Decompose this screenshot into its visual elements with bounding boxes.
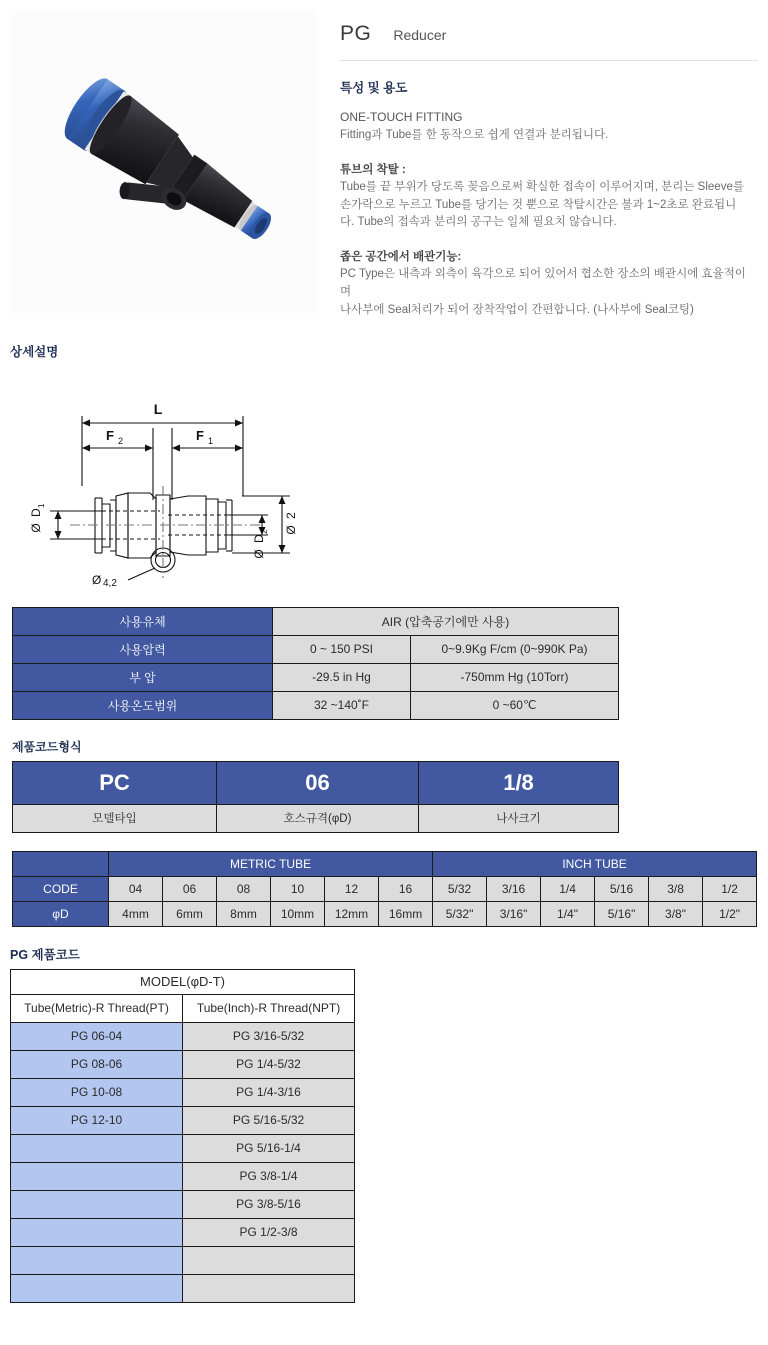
dim-label-phi-D2: Ø: [252, 549, 266, 559]
dim-label-D1: D: [29, 508, 43, 517]
product-overview-section: [0, 0, 768, 320]
pg-inch-code: PG 1/4-5/32: [183, 1050, 355, 1078]
pg-metric-code: [11, 1274, 183, 1302]
tube-cell: 06: [163, 876, 217, 901]
feature-line: PC Type은 내측과 외측이 육각으로 되어 있어서 협소한 장소의 배관시에 효율적이: [340, 268, 746, 281]
pg-metric-code: [11, 1190, 183, 1218]
product-subtitle: Reducer: [393, 27, 447, 43]
table-row: [13, 761, 619, 804]
table-row: [11, 1274, 355, 1302]
spec-row-value-1: 0 ~ 150 PSI: [273, 635, 411, 663]
tube-cell: 12: [325, 876, 379, 901]
pg-inch-code: [183, 1274, 355, 1302]
table-row: [13, 635, 619, 663]
pg-inch-code: PG 5/16-1/4: [183, 1134, 355, 1162]
code-format-heading: 제품코드형식: [12, 739, 82, 754]
dim-label-F1-sub: 1: [208, 435, 214, 446]
feature-block-2: [340, 248, 758, 319]
spec-row-value-2: -750mm Hg (10Torr): [411, 663, 619, 691]
spec-row-value-2: 0 ~60℃: [411, 691, 619, 719]
dim-label-L: L: [153, 400, 163, 417]
dim-label-D2-sub: 2: [260, 529, 269, 534]
pg-inch-code: PG 3/16-5/32: [183, 1022, 355, 1050]
code-label-thread: 나사크기: [419, 804, 619, 832]
pg-metric-code: PG 08-06: [11, 1050, 183, 1078]
table-row: [11, 1106, 355, 1134]
product-photo: [10, 10, 317, 313]
pg-metric-code: [11, 1218, 183, 1246]
product-photo-illustration: [10, 10, 317, 313]
tube-cell: 1/2": [703, 901, 757, 926]
spec-row-label: 부 압: [13, 663, 273, 691]
tube-group-inch: INCH TUBE: [433, 851, 757, 876]
table-row: [13, 663, 619, 691]
dim-label-phi-hole: Ø: [92, 572, 102, 587]
pg-col-header-metric: Tube(Metric)-R Thread(PT): [11, 994, 183, 1022]
code-label-hose: 호스규격(φD): [217, 804, 419, 832]
tube-cell: 04: [109, 876, 163, 901]
table-row: [11, 1190, 355, 1218]
spec-row-label: 사용유체: [13, 607, 273, 635]
dim-label-D2: D: [252, 534, 266, 543]
pg-inch-code: PG 3/8-5/16: [183, 1190, 355, 1218]
spec-row-label: 사용압력: [13, 635, 273, 663]
table-row: [13, 691, 619, 719]
feature-block-1: [340, 161, 758, 232]
code-segment-thread: 1/8: [419, 761, 619, 804]
pg-inch-code: [183, 1246, 355, 1274]
table-row: [11, 1022, 355, 1050]
table-row: [13, 876, 757, 901]
tube-corner-cell: [13, 851, 109, 876]
spec-row-value: AIR (압축공기에만 사용): [273, 607, 619, 635]
tube-cell: 5/32: [433, 876, 487, 901]
pg-inch-code: PG 5/16-5/32: [183, 1106, 355, 1134]
tube-cell: 5/16: [595, 876, 649, 901]
table-row: [11, 1246, 355, 1274]
table-row: [13, 901, 757, 926]
tube-cell: 1/4: [541, 876, 595, 901]
tube-cell: 3/8: [649, 876, 703, 901]
table-row: [13, 851, 757, 876]
pg-metric-code: [11, 1246, 183, 1274]
tube-cell: 8mm: [217, 901, 271, 926]
tube-cell: 1/4": [541, 901, 595, 926]
specification-table: [12, 607, 619, 720]
code-segment-hose: 06: [217, 761, 419, 804]
feature-title: 튜브의 착탈 :: [340, 163, 406, 176]
product-title-row: [340, 22, 758, 60]
pg-metric-code: PG 06-04: [11, 1022, 183, 1050]
pg-metric-code: PG 10-08: [11, 1078, 183, 1106]
code-format-table: [12, 761, 619, 833]
page-title: PG: [340, 22, 372, 45]
tube-cell: 10mm: [271, 901, 325, 926]
dim-label-F2: F: [106, 427, 114, 443]
table-row: [11, 969, 355, 994]
pg-model-header: MODEL(φD-T): [11, 969, 355, 994]
dim-label-F1: F: [196, 427, 204, 443]
table-row: [11, 1162, 355, 1190]
table-row: [11, 1050, 355, 1078]
feature-line: 나사부에 Seal처리가 되어 장착작업이 간편합니다. (나사부에 Seal코팅): [340, 303, 694, 316]
table-row: [11, 1078, 355, 1106]
tube-cell: 16mm: [379, 901, 433, 926]
tube-cell: 08: [217, 876, 271, 901]
pg-metric-code: [11, 1162, 183, 1190]
feature-title: ONE-TOUCH FITTING: [340, 110, 463, 124]
table-row: [13, 607, 619, 635]
dim-label-hole: 4,2: [103, 577, 117, 588]
pg-metric-code: [11, 1134, 183, 1162]
tube-cell: 3/16": [487, 901, 541, 926]
tube-cell: 6mm: [163, 901, 217, 926]
tube-cell: 3/8": [649, 901, 703, 926]
dim-label-phi-2: Ø: [284, 525, 298, 535]
tube-cell: 12mm: [325, 901, 379, 926]
tube-cell: 5/16": [595, 901, 649, 926]
title-divider: [340, 60, 758, 61]
tube-cell: 4mm: [109, 901, 163, 926]
pg-col-header-inch: Tube(Inch)-R Thread(NPT): [183, 994, 355, 1022]
spec-row-label: 사용온도범위: [13, 691, 273, 719]
code-label-model: 모델타입: [13, 804, 217, 832]
product-info-column: [317, 10, 768, 320]
tube-size-table: [12, 851, 757, 927]
detail-heading: 상세설명: [10, 344, 59, 359]
pg-codes-heading: PG 제품코드: [10, 947, 80, 962]
tube-cell: 16: [379, 876, 433, 901]
technical-drawing: [10, 368, 768, 593]
tube-cell: 3/16: [487, 876, 541, 901]
table-row: [11, 1218, 355, 1246]
spec-row-value-1: 32 ~140˚F: [273, 691, 411, 719]
tube-cell: 10: [271, 876, 325, 901]
tube-cell: 5/32": [433, 901, 487, 926]
feature-title: 좁은 공간에서 배관기능:: [340, 251, 462, 264]
table-row: [13, 804, 619, 832]
dim-label-phi-D1: Ø: [29, 523, 43, 533]
feature-line: 다. Tube의 접속과 분리의 공구는 일체 필요치 않습니다.: [340, 216, 617, 229]
spec-row-value-2: 0~9.9Kg F/cm (0~990K Pa): [411, 635, 619, 663]
table-row: [11, 994, 355, 1022]
pg-code-table: [10, 969, 355, 1303]
feature-line: 손가락으로 누르고 Tube를 당기는 것 뿐으로 착탈시간은 불과 1~2초로 완료됩니: [340, 198, 737, 211]
feature-line: Tube를 끝 부위가 당도록 꽂음으로써 확실한 접속이 이루어지며, 분리는 Sleeve를: [340, 180, 744, 193]
feature-line: Fitting과 Tube를 한 동작으로 쉽게 연결과 분리됩니다.: [340, 129, 609, 141]
pg-metric-code: PG 12-10: [11, 1106, 183, 1134]
feature-line: 며: [340, 286, 352, 299]
tube-group-metric: METRIC TUBE: [109, 851, 433, 876]
code-segment-model: PC: [13, 761, 217, 804]
dim-label-F2-sub: 2: [118, 435, 124, 446]
spec-row-value-1: -29.5 in Hg: [273, 663, 411, 691]
tube-row-label-code: CODE: [13, 876, 109, 901]
tube-row-label-diameter: φD: [13, 901, 109, 926]
pg-inch-code: PG 1/4-3/16: [183, 1078, 355, 1106]
pg-inch-code: PG 1/2-3/8: [183, 1218, 355, 1246]
features-heading: 특성 및 용도: [340, 81, 408, 95]
table-row: [11, 1134, 355, 1162]
dim-label-D1-sub: 1: [37, 503, 46, 508]
tube-cell: 1/2: [703, 876, 757, 901]
dim-label-2: 2: [284, 512, 298, 519]
feature-block-0: [340, 110, 758, 145]
pg-inch-code: PG 3/8-1/4: [183, 1162, 355, 1190]
dimension-diagram: [10, 368, 350, 588]
